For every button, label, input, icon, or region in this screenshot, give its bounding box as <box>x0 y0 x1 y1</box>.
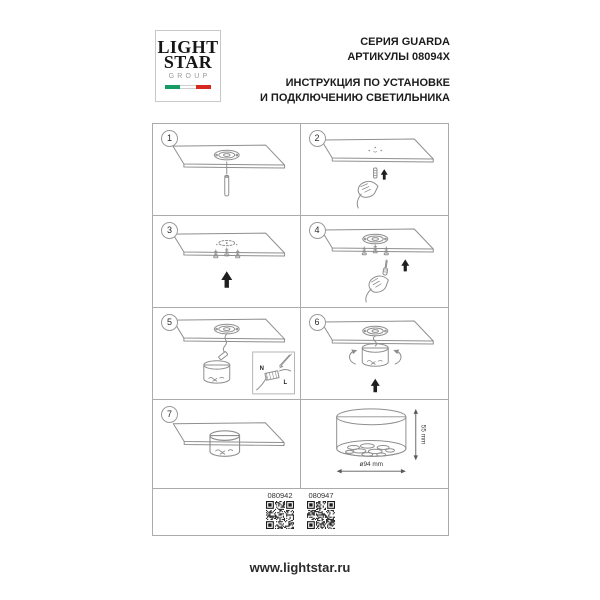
footer <box>0 560 600 575</box>
diameter-value: ø94 mm <box>359 461 383 469</box>
lightstar-logo <box>155 30 221 102</box>
screw-drawing <box>225 248 229 256</box>
step-panel-6 <box>301 308 449 400</box>
doc-title-line1: ИНСТРУКЦИЯ ПО УСТАНОВКЕ <box>285 77 450 89</box>
up-arrow-icon <box>401 259 409 271</box>
step-number-badge: 1 <box>161 130 178 147</box>
step-number-badge: 5 <box>161 314 178 331</box>
lamp-drawing <box>204 361 230 383</box>
dimensions-panel <box>301 400 449 489</box>
logo-word-light: LIGHT <box>157 37 219 57</box>
hand-drawing <box>367 274 390 294</box>
dowel-drawing <box>373 168 376 178</box>
qr-item <box>266 491 294 535</box>
mounting-plate-drawing <box>214 150 239 160</box>
product-code: 080942 <box>267 491 293 500</box>
step-number-badge: 2 <box>309 130 326 147</box>
step-panel-3 <box>153 216 301 308</box>
height-value: 55 mm <box>419 424 427 445</box>
lamp-drawing <box>210 431 240 456</box>
product-code: 080947 <box>308 491 334 500</box>
ceiling-panel-drawing <box>321 139 433 162</box>
doc-title-line2: И ПОДКЛЮЧЕНИЮ СВЕТИЛЬНИКА <box>259 92 450 104</box>
screwdriver-drawing <box>382 260 388 275</box>
lamp-drawing <box>336 409 405 456</box>
step-panel-2 <box>301 124 449 216</box>
qr-code-icon <box>307 501 335 529</box>
height-dimension <box>413 409 426 460</box>
pencil-drawing <box>225 175 229 196</box>
step-number-badge: 6 <box>309 314 326 331</box>
drill-holes-marks <box>368 147 382 152</box>
website-url: www.lightstar.ru <box>249 560 351 575</box>
live-wire-label: L <box>283 379 288 386</box>
mounting-plate-drawing <box>362 326 387 336</box>
step-panel-1 <box>153 124 301 216</box>
lamp-drawing <box>362 344 388 366</box>
step-panel-5 <box>153 308 301 400</box>
up-arrow-icon <box>370 379 379 393</box>
step-panel-4 <box>301 216 449 308</box>
screw-drawing <box>236 250 240 258</box>
ceiling-panel-drawing <box>173 233 285 256</box>
plate-outline-marks <box>216 240 237 245</box>
lamp-dimensions-illustration <box>301 400 449 488</box>
header <box>152 30 450 106</box>
logo-word-group: GROUP <box>168 73 211 80</box>
step-number-badge: 4 <box>309 222 326 239</box>
article-number: АРТИКУЛЫ 08094X <box>347 51 450 63</box>
instruction-grid <box>152 123 449 536</box>
up-arrow-icon <box>380 169 387 180</box>
qr-code-row <box>153 489 448 535</box>
italian-flag-icon <box>165 85 211 89</box>
neutral-wire-label: N <box>259 365 264 372</box>
series-name: СЕРИЯ GUARDA <box>360 36 450 48</box>
step-number-badge: 3 <box>161 222 178 239</box>
wiring-inset <box>253 352 295 394</box>
screw-drawing <box>214 250 218 258</box>
screw-drawing <box>384 247 388 255</box>
diameter-dimension <box>336 461 405 473</box>
ceiling-panel-drawing <box>173 423 284 446</box>
logo-word-star: STAR <box>163 52 213 72</box>
step-panel-7 <box>153 400 301 489</box>
step-number-badge: 7 <box>161 406 178 423</box>
qr-item <box>307 491 335 535</box>
mounting-plate-drawing <box>362 234 387 244</box>
qr-code-icon <box>266 501 294 529</box>
up-arrow-icon <box>221 271 232 287</box>
wire-connector-drawing <box>218 351 228 360</box>
header-text <box>260 35 450 106</box>
wire-drawing <box>373 336 376 346</box>
mounting-plate-drawing <box>214 324 239 334</box>
